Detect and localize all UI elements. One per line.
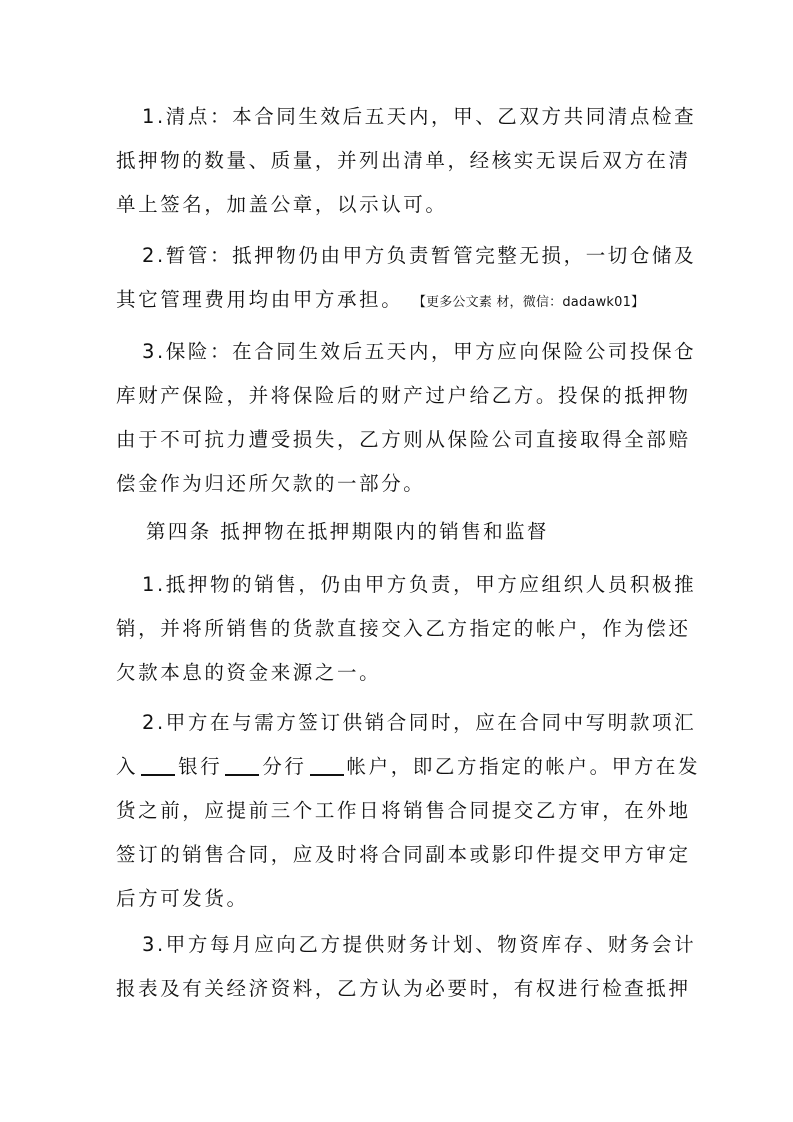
article-heading: 第四条 抵押物在抵押期限内的销售和监督 [146, 520, 549, 543]
text-line: 1.抵押物的销售，仍由甲方负责，甲方应组织人员积极推 [142, 573, 697, 596]
clause-inventory [116, 95, 697, 227]
fill-in-blank [310, 756, 344, 776]
text-line: 欠款本息的资金来源之一。 [116, 661, 382, 684]
text-line: 签订的销售合同，应及时将合同副本或影印件提交甲方审定 [116, 843, 691, 866]
text-line: 库财产保险，并将保险后的财产过户给乙方。投保的抵押物 [116, 384, 691, 407]
clause-custody [116, 234, 697, 322]
clause-insurance [116, 330, 697, 506]
text-line: 单上签名，加盖公章，以示认可。 [116, 193, 448, 216]
text-line: 1.清点：本合同生效后五天内，甲、乙双方共同清点检查 [142, 105, 697, 128]
fill-in-blank [141, 756, 175, 776]
watermark-note: 【更多公文素 材，微信：dadawk01】 [419, 295, 645, 310]
text-line: 偿金作为归还所欠款的一部分。 [116, 472, 426, 495]
text-line: 报表及有关经济资料，乙方认为必要时，有权进行检查抵押 [116, 977, 691, 1000]
fill-in-blank [225, 756, 259, 776]
text-segment: 入 [116, 755, 139, 778]
clause-sales [116, 563, 697, 695]
text-line: 销，并将所销售的货款直接交入乙方指定的帐户，作为偿还 [116, 617, 691, 640]
text-line: 2.暂管：抵押物仍由甲方负责暂管完整无损，一切仓储及 [142, 244, 697, 267]
clause-supply-contract [116, 701, 701, 921]
text-line: 3.甲方每月应向乙方提供财务计划、物资库存、财务会计 [142, 933, 697, 956]
text-line: 2.甲方在与需方签订供销合同时，应在合同中写明款项汇 [142, 711, 697, 734]
text-line: 由于不可抗力遭受损失，乙方则从保险公司直接取得全部赔 [116, 428, 691, 451]
text-line: 抵押物的数量、质量，并列出清单，经核实无误后双方在清 [116, 149, 691, 172]
text-segment: 其它管理费用均由甲方承担。 [116, 288, 404, 311]
text-line [116, 745, 701, 789]
text-segment: 帐户，即乙方指定的帐户。甲方在发 [346, 755, 701, 778]
text-segment: 银行 [178, 755, 223, 778]
text-line: 3.保险：在合同生效后五天内，甲方应向保险公司投保仓 [142, 340, 697, 363]
clause-financial-reports [116, 923, 697, 1011]
text-line: 货之前，应提前三个工作日将销售合同提交乙方审，在外地 [116, 799, 691, 822]
text-line [116, 278, 676, 322]
text-segment: 分行 [262, 755, 307, 778]
text-line: 后方可发货。 [116, 887, 249, 910]
